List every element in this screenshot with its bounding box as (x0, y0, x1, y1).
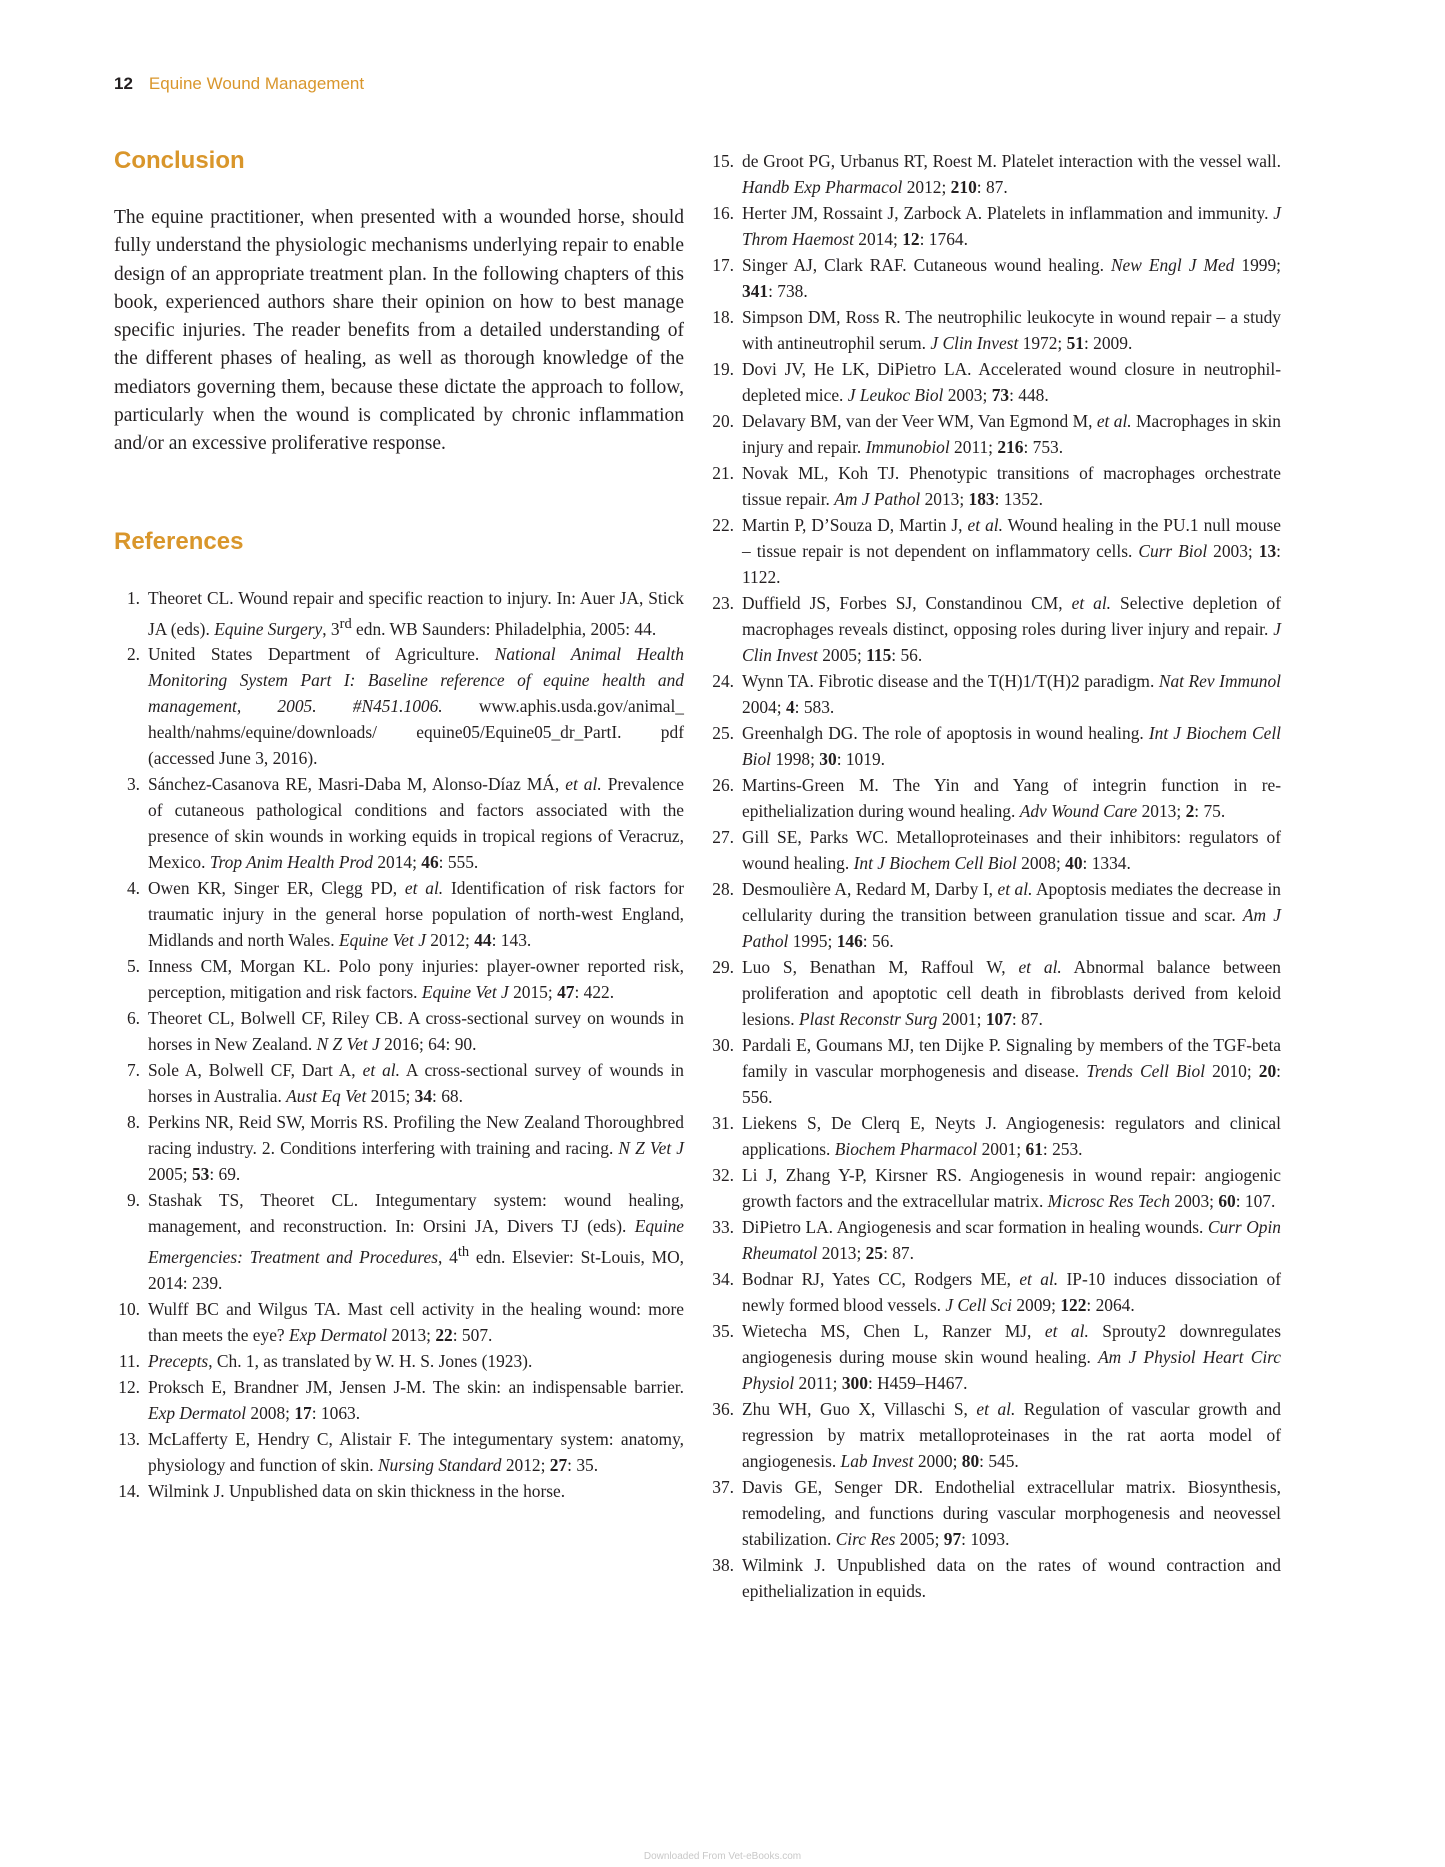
page-number: 12 (114, 74, 133, 93)
reference-number: 33. (712, 1217, 734, 1237)
reference-number: 30. (712, 1035, 734, 1055)
reference-number: 35. (712, 1321, 734, 1341)
reference-number: 32. (712, 1165, 734, 1185)
reference-text: Liekens S, De Clerq E, Neyts J. Angiogenesis: regulators and clinical applications. Biochem Pharmacol 2001; 61: 253. (742, 1113, 1281, 1159)
reference-number: 25. (712, 723, 734, 743)
reference-item (114, 585, 684, 642)
reference-text: Greenhalgh DG. The role of apoptosis in wound healing. Int J Biochem Cell Biol 1998; 30: 1019. (742, 723, 1282, 769)
reference-number: 20. (712, 411, 734, 431)
reference-number: 9. (126, 1190, 140, 1211)
reference-text: Theoret CL, Bolwell CF, Riley CB. A cross-sectional survey on wounds in horses in New Zealand. N Z Vet J 2016; 64: 90. (148, 1008, 684, 1055)
reference-number: 16. (712, 203, 734, 223)
reference-item (708, 1032, 1281, 1110)
reference-text: Wietecha MS, Chen L, Ranzer MJ, et al. Sprouty2 downregulates angiogenesis during mouse skin wound healing. Am J Physiol Heart Circ Physiol 2011; 300: H459–H467. (742, 1321, 1281, 1393)
reference-item (708, 460, 1281, 512)
reference-item (114, 1109, 684, 1187)
reference-text: Bodnar RJ, Yates CC, Rodgers ME, et al. IP-10 induces dissociation of newly formed blood vessels. J Cell Sci 2009; 122: 2064. (742, 1269, 1281, 1315)
reference-item (114, 1057, 684, 1109)
left-column (114, 146, 684, 1504)
reference-item (114, 641, 684, 771)
reference-text: Wilmink J. Unpublished data on skin thickness in the horse. (148, 1481, 566, 1502)
reference-item (708, 1162, 1281, 1214)
reference-item (708, 1552, 1281, 1604)
reference-item (708, 252, 1281, 304)
reference-item (114, 1005, 684, 1057)
reference-item (708, 954, 1281, 1032)
reference-item (114, 953, 684, 1005)
reference-item (708, 1474, 1281, 1552)
reference-number: 12. (118, 1377, 140, 1398)
book-title: Equine Wound Management (148, 74, 365, 93)
reference-item (708, 1110, 1281, 1162)
reference-number: 18. (712, 307, 734, 327)
reference-item (708, 824, 1281, 876)
reference-item (708, 1396, 1281, 1474)
reference-text: Dovi JV, He LK, DiPietro LA. Accelerated wound closure in neutrophil-depleted mice. J Leukoc Biol 2003; 73: 448. (742, 359, 1281, 405)
conclusion-paragraph: The equine practitioner, when presented with a wounded horse, should fully understand the physiologic mechanisms underlying repair to enable design of an appropriate treatment plan. In the following chapters of this book, experienced authors share their opinion on how to best manage specific injuries. The reader benefits from a detailed understanding of the different phases of healing, as well as thorough knowledge of the mediators governing them, because these dictate the approach to follow, particularly when the wound is complicated by chronic inflammation and/or an excessive proliferative response. (114, 207, 684, 455)
reference-number: 27. (712, 827, 734, 847)
reference-item (708, 1318, 1281, 1396)
reference-number: 8. (126, 1112, 140, 1133)
reference-number: 2. (126, 644, 140, 665)
reference-number: 34. (712, 1269, 734, 1289)
reference-item (708, 1266, 1281, 1318)
reference-item (114, 771, 684, 875)
reference-text: Sánchez-Casanova RE, Masri-Daba M, Alonso-Díaz MÁ, et al. Prevalence of cutaneous pathological conditions and factors associated with the presence of skin wounds in working equids in tropical regions of Veracruz, Mexico. Trop Anim Health Prod 2014; 46: 555. (148, 774, 684, 873)
reference-text: Novak ML, Koh TJ. Phenotypic transitions of macrophages orchestrate tissue repair. Am J Pathol 2013; 183: 1352. (742, 463, 1281, 509)
reference-number: 11. (118, 1351, 140, 1372)
running-header (114, 74, 364, 94)
reference-text: Precepts, Ch. 1, as translated by W. H. S. Jones (1923). (148, 1351, 533, 1372)
reference-text: McLafferty E, Hendry C, Alistair F. The integumentary system: anatomy, physiology and function of skin. Nursing Standard 2012; 27: 35. (148, 1429, 684, 1476)
reference-text: Perkins NR, Reid SW, Morris RS. Profiling the New Zealand Thoroughbred racing industry. 2. Conditions interfering with training and racing. N Z Vet J 2005; 53: 69. (148, 1112, 684, 1185)
reference-text: Simpson DM, Ross R. The neutrophilic leukocyte in wound repair – a study with antineutrophil serum. J Clin Invest 1972; 51: 2009. (742, 307, 1281, 353)
reference-item (708, 512, 1281, 590)
reference-text: de Groot PG, Urbanus RT, Roest M. Platelet interaction with the vessel wall. Handb Exp Pharmacol 2012; 210: 87. (742, 151, 1281, 197)
reference-text: Gill SE, Parks WC. Metalloproteinases and their inhibitors: regulators of wound healing. Int J Biochem Cell Biol 2008; 40: 1334. (742, 827, 1281, 873)
reference-number: 10. (118, 1299, 140, 1320)
reference-item (114, 875, 684, 953)
reference-text: Delavary BM, van der Veer WM, Van Egmond M, et al. Macrophages in skin injury and repair. Immunobiol 2011; 216: 753. (742, 411, 1281, 457)
reference-text: Duffield JS, Forbes SJ, Constandinou CM, et al. Selective depletion of macrophages reveals distinct, opposing roles during liver injury and repair. J Clin Invest 2005; 115: 56. (742, 593, 1281, 665)
reference-item (708, 408, 1281, 460)
reference-number: 3. (126, 774, 140, 795)
reference-text: Desmoulière A, Redard M, Darby I, et al. Apoptosis mediates the decrease in cellularity during the transition between granulation tissue and scar. Am J Pathol 1995; 146: 56. (742, 879, 1281, 951)
reference-text: Li J, Zhang Y-P, Kirsner RS. Angiogenesis in wound repair: angiogenic growth factors and the extracellular matrix. Microsc Res Tech 2003; 60: 107. (742, 1165, 1281, 1211)
reference-item (708, 200, 1281, 252)
reference-number: 31. (712, 1113, 734, 1133)
reference-number: 15. (712, 151, 734, 171)
reference-number: 23. (712, 593, 734, 613)
reference-item (708, 876, 1281, 954)
reference-number: 26. (712, 775, 734, 795)
reference-text: Proksch E, Brandner JM, Jensen J-M. The skin: an indispensable barrier. Exp Dermatol 2008; 17: 1063. (148, 1377, 684, 1424)
reference-text: Wilmink J. Unpublished data on the rates of wound contraction and epithelialization in equids. (742, 1555, 1281, 1601)
reference-text: Sole A, Bolwell CF, Dart A, et al. A cross-sectional survey of wounds in horses in Australia. Aust Eq Vet 2015; 34: 68. (148, 1060, 684, 1107)
reference-item (708, 720, 1281, 772)
reference-text: Pardali E, Goumans MJ, ten Dijke P. Signaling by members of the TGF-beta family in vascular morphogenesis and disease. Trends Cell Biol 2010; 20: 556. (742, 1035, 1282, 1107)
reference-item (114, 1426, 684, 1478)
reference-item (708, 772, 1281, 824)
reference-text: Stashak TS, Theoret CL. Integumentary system: wound healing, management, and reconstruction. In: Orsini JA, Divers TJ (eds). Equine Emergencies: Treatment and Procedures, 4th edn. Elsevier: St-Louis, MO, 2014: 239. (148, 1190, 684, 1294)
reference-text: Martins-Green M. The Yin and Yang of integrin function in re-epithelialization during wound healing. Adv Wound Care 2013; 2: 75. (742, 775, 1281, 821)
reference-text: Owen KR, Singer ER, Clegg PD, et al. Identification of risk factors for traumatic injury in the general horse population of north-west England, Midlands and north Wales. Equine Vet J 2012; 44: 143. (148, 878, 684, 951)
reference-number: 22. (712, 515, 734, 535)
reference-number: 29. (712, 957, 734, 977)
references-list-left (114, 585, 684, 1505)
reference-text: Singer AJ, Clark RAF. Cutaneous wound healing. New Engl J Med 1999; 341: 738. (742, 255, 1282, 301)
reference-text: Theoret CL. Wound repair and specific reaction to injury. In: Auer JA, Stick JA (eds). Equine Surgery, 3rd edn. WB Saunders: Philadelphia, 2005: 44. (148, 587, 684, 639)
reference-number: 4. (126, 878, 140, 899)
reference-item (708, 590, 1281, 668)
reference-number: 38. (712, 1555, 734, 1575)
references-list-right (708, 148, 1281, 1604)
reference-number: 19. (712, 359, 734, 379)
reference-number: 13. (118, 1429, 140, 1450)
reference-number: 28. (712, 879, 734, 899)
conclusion-heading: Conclusion (114, 147, 245, 174)
reference-text: Wynn TA. Fibrotic disease and the T(H)1/T(H)2 paradigm. Nat Rev Immunol 2004; 4: 583. (742, 671, 1281, 717)
reference-text: United States Department of Agriculture. National Animal Health Monitoring System Part I: Baseline reference of equine health and management, 2005. #N451.1006. www.aphis.usda.gov/animal_ health/nahms/equine/downloads/ equine05/Equine05_dr_PartI. pdf (accessed June 3, 2016). (148, 644, 685, 769)
reference-item (114, 1187, 684, 1296)
reference-number: 36. (712, 1399, 734, 1419)
reference-item (708, 1214, 1281, 1266)
download-watermark: Downloaded From Vet-eBooks.com (643, 1851, 802, 1862)
reference-item (114, 1296, 684, 1348)
reference-item (708, 148, 1281, 200)
reference-text: Herter JM, Rossaint J, Zarbock A. Platelets in inflammation and immunity. J Throm Haemost 2014; 12: 1764. (742, 203, 1281, 249)
reference-item (114, 1348, 684, 1374)
references-heading: References (114, 527, 244, 555)
right-column (708, 148, 1281, 1604)
reference-number: 5. (126, 956, 140, 977)
reference-item (114, 1374, 684, 1426)
reference-number: 17. (712, 255, 734, 275)
reference-text: Martin P, D’Souza D, Martin J, et al. Wound healing in the PU.1 null mouse – tissue repair is not dependent on inflammatory cells. Curr Biol 2003; 13: 1122. (742, 515, 1282, 587)
reference-number: 24. (712, 671, 734, 691)
reference-number: 37. (712, 1477, 734, 1497)
reference-number: 6. (126, 1008, 140, 1029)
reference-number: 7. (126, 1060, 140, 1081)
reference-text: Luo S, Benathan M, Raffoul W, et al. Abnormal balance between proliferation and apoptotic cell death in fibroblasts derived from keloid lesions. Plast Reconstr Surg 2001; 107: 87. (742, 957, 1281, 1029)
reference-text: Zhu WH, Guo X, Villaschi S, et al. Regulation of vascular growth and regression by matrix metalloproteinases in the rat aorta model of angiogenesis. Lab Invest 2000; 80: 545. (742, 1399, 1281, 1471)
reference-text: Inness CM, Morgan KL. Polo pony injuries: player-owner reported risk, perception, mitigation and risk factors. Equine Vet J 2015; 47: 422. (148, 956, 684, 1003)
reference-item (708, 356, 1281, 408)
reference-item (708, 304, 1281, 356)
reference-text: DiPietro LA. Angiogenesis and scar formation in healing wounds. Curr Opin Rheumatol 2013; 25: 87. (742, 1217, 1281, 1263)
reference-text: Wulff BC and Wilgus TA. Mast cell activity in the healing wound: more than meets the eye? Exp Dermatol 2013; 22: 507. (148, 1299, 684, 1346)
reference-item (114, 1478, 684, 1504)
reference-number: 14. (118, 1481, 140, 1502)
reference-item (708, 668, 1281, 720)
reference-number: 21. (712, 463, 734, 483)
reference-text: Davis GE, Senger DR. Endothelial extracellular matrix. Biosynthesis, remodeling, and functions during vascular morphogenesis and neovessel stabilization. Circ Res 2005; 97: 1093. (742, 1477, 1281, 1549)
reference-number: 1. (126, 587, 140, 608)
